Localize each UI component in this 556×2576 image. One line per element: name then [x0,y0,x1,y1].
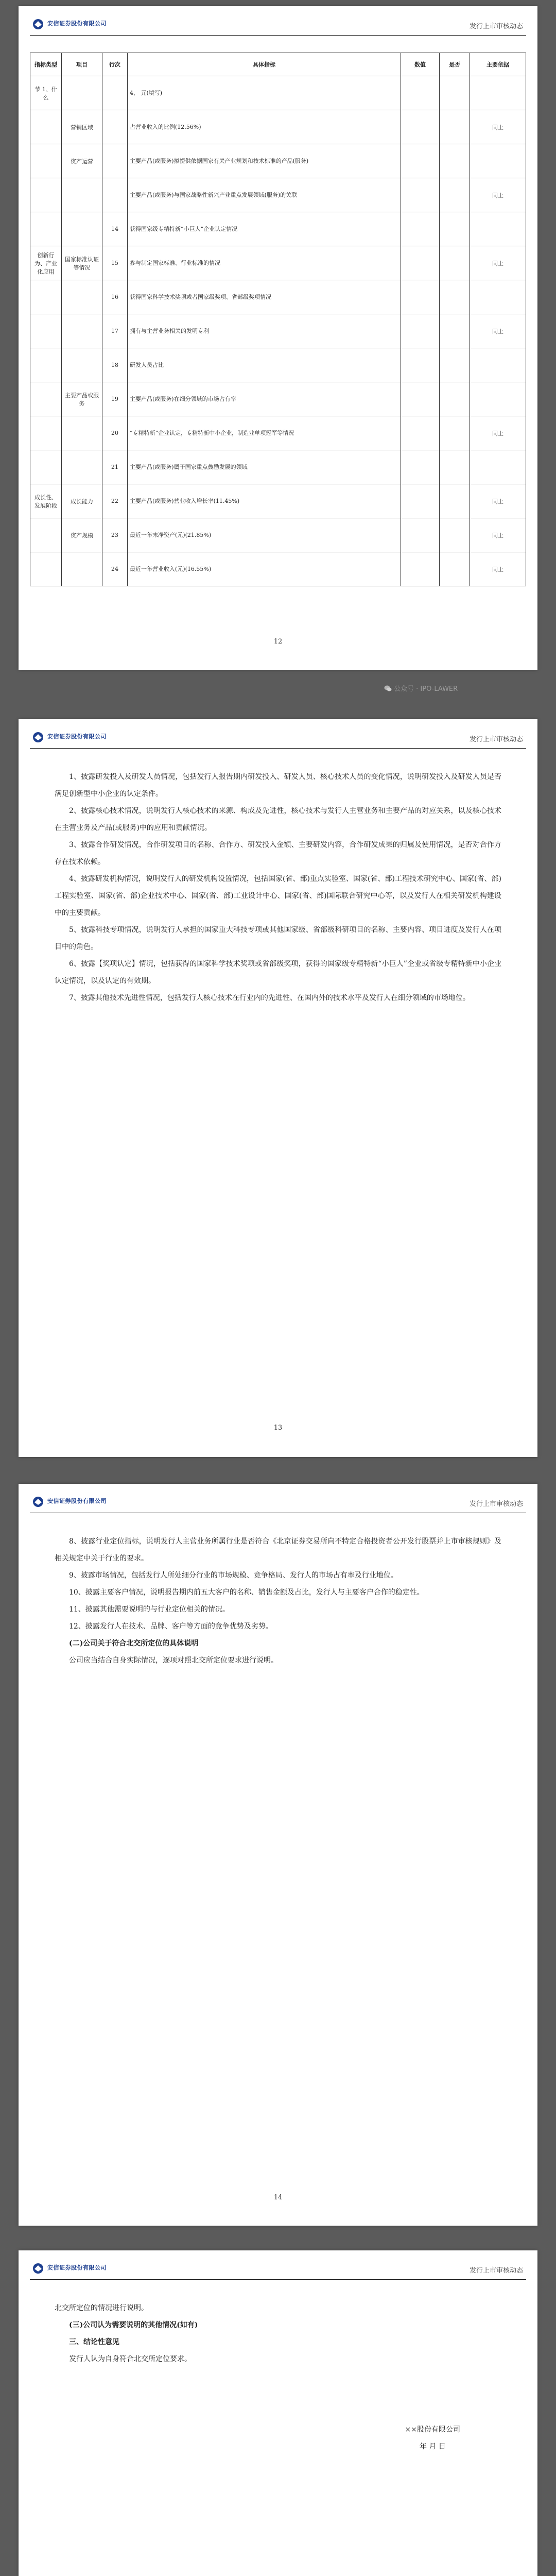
paragraph: 6、披露【奖项认定】情况，包括获得的国家科学技术奖项或省部级奖项，获得的国家级专精特新“小巨人”企业或省级专精特新中小企业认定情况，以及认定的有效期。 [55,960,501,985]
table-cell-text: 占营业收入的比例(12.56%) [128,110,401,144]
table-cell-basis: 同上 [470,416,526,450]
table-row [30,484,526,518]
table-cell-basis: 同上 [470,518,526,552]
wechat-icon [384,685,392,691]
table-cell-basis [470,382,526,416]
table-cell-type [30,450,62,484]
table-cell-val [401,212,440,246]
col-value-header: 数值 [401,53,440,76]
logo-text: 安信证券股份有限公司 [47,1498,107,1504]
table-cell-text: 主要产品(或服务)与国家战略性新兴产业重点发展领域(服务)的关联 [128,178,401,212]
paragraph: 发行人认为自身符合北交所定位要求。 [69,2355,192,2363]
paragraph: 7、披露其他技术先进性情况，包括发行人核心技术在行业内的先进性、在国内外的技术水平及发行人在细分领域的市场地位。 [69,994,470,1002]
company-logo [32,18,109,31]
table-cell-val [401,382,440,416]
paragraph: 5、披露科技专项情况，说明发行人承担的国家重大科技专项或其他国家级、省部级科研项目的名称、主要内容、项目进度及发行人在项目中的角色。 [55,926,501,951]
table-cell-n: 22 [102,484,128,518]
table-cell-val [401,416,440,450]
table-cell-item [62,76,102,110]
table-cell-val [401,518,440,552]
table-cell-type [30,212,62,246]
table-cell-yes [440,382,470,416]
table-cell-val [401,348,440,382]
col-type-header: 指标类型 [30,53,62,76]
table-cell-basis: 同上 [470,552,526,586]
table-cell-type [30,178,62,212]
company-logo [32,1495,109,1509]
logo-text: 安信证券股份有限公司 [47,2264,107,2271]
logo-text: 安信证券股份有限公司 [47,20,107,27]
table-cell-item: 资产规模 [62,518,102,552]
paragraph: 9、披露市场情况，包括发行人所处细分行业的市场规模、竞争格局、发行人的市场占有率及行业地位。 [69,1571,398,1580]
table-cell-yes [440,552,470,586]
table-cell-type [30,518,62,552]
table-cell-type: 成长性、发展阶段 [30,484,62,518]
table-cell-type [30,280,62,314]
table-row [30,518,526,552]
table-cell-item [62,348,102,382]
paragraph: 1、披露研发投入及研发人员情况，包括发行人报告期内研发投入、研发人员、核心技术人员的变化情况，说明研发投入及研发人员是否满足创新型中小企业的认定条件。 [55,773,501,798]
table-cell-n [102,110,128,144]
table-row [30,246,526,280]
table-cell-item: 成长能力 [62,484,102,518]
table-cell-basis [470,348,526,382]
table-row [30,416,526,450]
table-cell-item [62,178,102,212]
section-heading: (三)公司认为需要说明的其他情况(如有) [69,2321,198,2329]
paragraph: 2、披露核心技术情况，说明发行人核心技术的来源、构成及先进性，核心技术与发行人主营业务和主要产品的对应关系，以及核心技术在主营业务及产品(或服务)中的应用和贡献情况。 [55,807,501,832]
document-page-13 [19,719,537,1457]
paragraph: 北交所定位的情况进行说明。 [55,2304,148,2312]
table-row [30,212,526,246]
table-cell-n: 18 [102,348,128,382]
table-cell-text: 4、 元(填写) [128,76,401,110]
header-rule [30,2279,526,2280]
table-cell-basis [470,280,526,314]
table-cell-type [30,110,62,144]
table-row [30,76,526,110]
logo-icon [32,732,44,743]
page-header [19,1484,537,1522]
table-cell-type [30,552,62,586]
table-row [30,348,526,382]
table-cell-text: 参与制定国家标准、行业标准的情况 [128,246,401,280]
table-cell-n [102,178,128,212]
table-cell-n [102,144,128,178]
table-cell-text: 拥有与主营业务相关的发明专利 [128,314,401,348]
table-row [30,280,526,314]
table-cell-n: 14 [102,212,128,246]
logo-icon [32,2263,44,2274]
watermark: 公众号 · IPO-LAWER [384,683,458,693]
table-cell-text: 主要产品(或服务)拟提供依据国家有关产业规划和技术标准的产品(服务) [128,144,401,178]
header-title: 发行上市审核动态 [469,23,523,30]
table-cell-basis: 同上 [470,110,526,144]
table-cell-text: 主要产品(或服务)在细分领域的市场占有率 [128,382,401,416]
signature-date: 年 月 日 [419,2443,446,2451]
table-cell-item: 资产运营 [62,144,102,178]
table-cell-basis [470,76,526,110]
col-yes-header: 是否 [440,53,470,76]
table-cell-item: 营销区域 [62,110,102,144]
table-cell-yes [440,314,470,348]
table-cell-val [401,280,440,314]
company-logo [32,2262,109,2275]
col-basis-header: 主要依据 [470,53,526,76]
table-cell-n: 21 [102,450,128,484]
table-cell-type [30,382,62,416]
table-cell-text: 获得国家科学技术奖项或者国家级奖项、省部级奖项情况 [128,280,401,314]
table-cell-yes [440,110,470,144]
table-cell-type: 创新行为、产业化应用 [30,246,62,280]
table-row [30,382,526,416]
table-cell-type: 节 1、什么 [30,76,62,110]
table-cell-basis [470,144,526,178]
header-title: 发行上市审核动态 [469,736,523,743]
table-cell-type [30,416,62,450]
table-cell-yes [440,518,470,552]
table-header-row [30,53,526,76]
table-cell-basis [470,212,526,246]
document-page-12 [19,6,537,670]
table-cell-text: 主要产品(或服务)属于国家重点鼓励发展的领域 [128,450,401,484]
body-text [55,1533,501,1669]
table-cell-val [401,110,440,144]
header-rule [30,748,526,749]
table-row [30,552,526,586]
col-indicator-header: 具体指标 [128,53,401,76]
table-cell-item [62,314,102,348]
table-cell-n: 17 [102,314,128,348]
table-row [30,110,526,144]
table-cell-yes [440,348,470,382]
document-page-14 [19,1484,537,2226]
table-cell-text: 获得国家级专精特新“小巨人”企业认定情况 [128,212,401,246]
company-logo [32,731,109,744]
table-cell-text: 最近一年营业收入(元)(16.55%) [128,552,401,586]
table-cell-val [401,178,440,212]
table-cell-item [62,212,102,246]
header-rule [30,35,526,36]
table-cell-type [30,144,62,178]
table-row [30,450,526,484]
table-cell-val [401,450,440,484]
table-cell-yes [440,450,470,484]
document-page-15 [19,2250,537,2576]
table-cell-basis: 同上 [470,484,526,518]
table-cell-yes [440,178,470,212]
table-cell-val [401,144,440,178]
table-cell-n [102,76,128,110]
paragraph: 4、披露研发机构情况，说明发行人的研发机构设置情况，包括国家(省、部)重点实验室、国家(省、部)工程技术研究中心、国家(省、部)工程实验室、国家(省、部)企业技术中心、国家(省、部)工业设计中心、国家(省、部)国际联合研究中心等，以及发行人在相关研发机构建设中的主要贡献。 [55,875,501,917]
table-cell-n: 24 [102,552,128,586]
signature-block [405,2421,460,2455]
logo-icon [32,19,44,30]
paragraph: 3、披露合作研发情况，合作研发项目的名称、合作方、研发投入金额、主要研发内容，合作研发成果的归属及使用情况，是否对合作方存在技术依赖。 [55,841,501,866]
header-title: 发行上市审核动态 [469,1500,523,1508]
page-number: 13 [273,1424,283,1432]
table-cell-yes [440,144,470,178]
table-cell-item [62,280,102,314]
paragraph: 12、披露发行人在技术、品牌、客户等方面的竞争优势及劣势。 [69,1622,273,1631]
header-title: 发行上市审核动态 [469,2267,523,2275]
section-heading: (二)公司关于符合北交所定位的具体说明 [69,1639,199,1648]
table-cell-val [401,314,440,348]
page-number: 14 [273,2194,283,2201]
table-cell-n: 20 [102,416,128,450]
table-cell-basis: 同上 [470,178,526,212]
table-cell-item [62,450,102,484]
table-cell-text: 最近一年末净资产(元)(21.85%) [128,518,401,552]
table-cell-item [62,416,102,450]
table-cell-item: 国家标准认证等情况 [62,246,102,280]
table-cell-yes [440,212,470,246]
col-item-header: 项目 [62,53,102,76]
body-text [55,2300,501,2368]
indicator-table-body [30,76,526,586]
page-header [19,2250,537,2289]
table-cell-n: 23 [102,518,128,552]
table-cell-yes [440,484,470,518]
paragraph: 公司应当结合自身实际情况，逐项对照北交所定位要求进行说明。 [69,1656,278,1665]
table-cell-basis: 同上 [470,314,526,348]
table-cell-yes [440,280,470,314]
paragraph: 11、披露其他需要说明的与行业定位相关的情况。 [69,1605,230,1614]
logo-text: 安信证券股份有限公司 [47,733,107,740]
table-cell-val [401,76,440,110]
page-header [19,719,537,757]
table-cell-type [30,314,62,348]
body-text [55,769,501,1007]
indicator-table [30,53,526,586]
logo-icon [32,1496,44,1507]
table-cell-val [401,552,440,586]
page-number: 12 [273,638,283,646]
table-cell-val [401,484,440,518]
table-cell-val [401,246,440,280]
table-cell-type [30,348,62,382]
table-cell-text: 主要产品(或服务)营业收入增长率(11.45%) [128,484,401,518]
paragraph: 8、披露行业定位指标，说明发行人主营业务所属行业是否符合《北京证券交易所向不特定合格投资者公开发行股票并上市审核规则》及相关规定中关于行业的要求。 [55,1537,501,1563]
table-cell-yes [440,246,470,280]
table-cell-yes [440,416,470,450]
col-row-header: 行次 [102,53,128,76]
paragraph: 10、披露主要客户情况，说明报告期内前五大客户的名称、销售金额及占比，发行人与主要客户合作的稳定性。 [69,1588,424,1597]
table-cell-yes [440,76,470,110]
table-cell-text: “专精特新”企业认定，专精特新中小企业，制造业单项冠军等情况 [128,416,401,450]
table-row [30,178,526,212]
table-cell-item [62,552,102,586]
section-heading: 三、结论性意见 [69,2338,119,2346]
table-row [30,314,526,348]
page-header [19,6,537,44]
table-cell-n: 15 [102,246,128,280]
table-cell-basis [470,450,526,484]
table-row [30,144,526,178]
table-cell-n: 19 [102,382,128,416]
table-cell-text: 研发人员占比 [128,348,401,382]
signature: ××股份有限公司 [405,2426,460,2434]
table-cell-n: 16 [102,280,128,314]
table-cell-basis: 同上 [470,246,526,280]
table-cell-item: 主要产品或服务 [62,382,102,416]
